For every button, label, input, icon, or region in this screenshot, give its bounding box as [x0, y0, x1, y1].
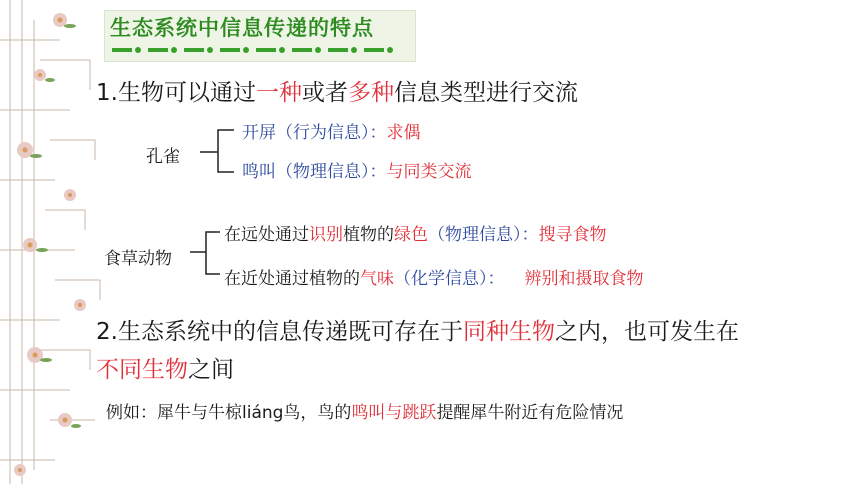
peacock-display-behavior: 开屏: [242, 123, 276, 143]
peacock-item-call: [242, 157, 472, 182]
point-2-highlight-different: 不同生物: [96, 357, 188, 383]
herbivore-item-near: [224, 264, 644, 289]
herbivore-far-c: 植物的: [343, 225, 394, 245]
point-2-line-2: [96, 351, 234, 384]
point-2-suffix: 之内，也可发生在: [554, 319, 739, 345]
point-2-line-1: [96, 313, 739, 346]
peacock-display-purpose: 求偶: [386, 123, 421, 143]
peacock-call-type: （物理信息）：: [276, 162, 387, 182]
herbivore-near-smell: 气味: [360, 269, 394, 289]
point-1-prefix: 1.生物可以通过: [96, 80, 256, 106]
example-text: [106, 398, 623, 423]
herbivore-far-purpose: 搜寻食物: [538, 225, 607, 245]
herbivore-far-type: （物理信息）：: [428, 225, 539, 245]
herbivore-label: 食草动物: [104, 249, 172, 269]
herbivore-near-purpose: 辨别和摄取食物: [524, 269, 644, 289]
example-highlight: 鸣叫与跳跃: [351, 403, 437, 423]
point-1: [96, 74, 578, 107]
herbivore-bracket: [186, 228, 222, 278]
peacock-label: 孔雀: [146, 147, 180, 167]
herbivore-far-a: 在远处通过: [224, 225, 309, 245]
title-underline-decoration: [112, 46, 408, 54]
point-1-highlight-many: 多种: [347, 80, 394, 106]
peacock-display-type: （行为信息）：: [276, 123, 387, 143]
point-2-highlight-same: 同种生物: [462, 319, 555, 345]
example-prefix: 例如：犀牛与牛椋liáng鸟，鸟的: [106, 403, 352, 423]
peacock-bracket: [196, 126, 236, 176]
herbivore-item-far: [224, 220, 607, 245]
peacock-call-purpose: 与同类交流: [386, 162, 472, 182]
point-1-highlight-one: 一种: [255, 80, 302, 106]
example-suffix: 提醒犀牛附近有危险情况: [436, 403, 624, 423]
herbivore-near-a: 在近处通过植物的: [224, 269, 360, 289]
peacock-call-behavior: 鸣叫: [242, 162, 276, 182]
herbivore-far-green: 绿色: [394, 225, 428, 245]
herbivore-far-identify: 识别: [309, 225, 343, 245]
herbivore-near-type: （化学信息）：: [394, 269, 505, 289]
point-1-mid: 或者: [301, 80, 348, 106]
point-2-end: 之间: [188, 357, 234, 383]
point-2-prefix: 2.生态系统中的信息传递既可存在于: [96, 319, 463, 345]
peacock-item-display: [242, 118, 421, 143]
point-1-suffix: 信息类型进行交流: [393, 80, 578, 106]
page-title: 生态系统中信息传递的特点: [110, 16, 374, 40]
